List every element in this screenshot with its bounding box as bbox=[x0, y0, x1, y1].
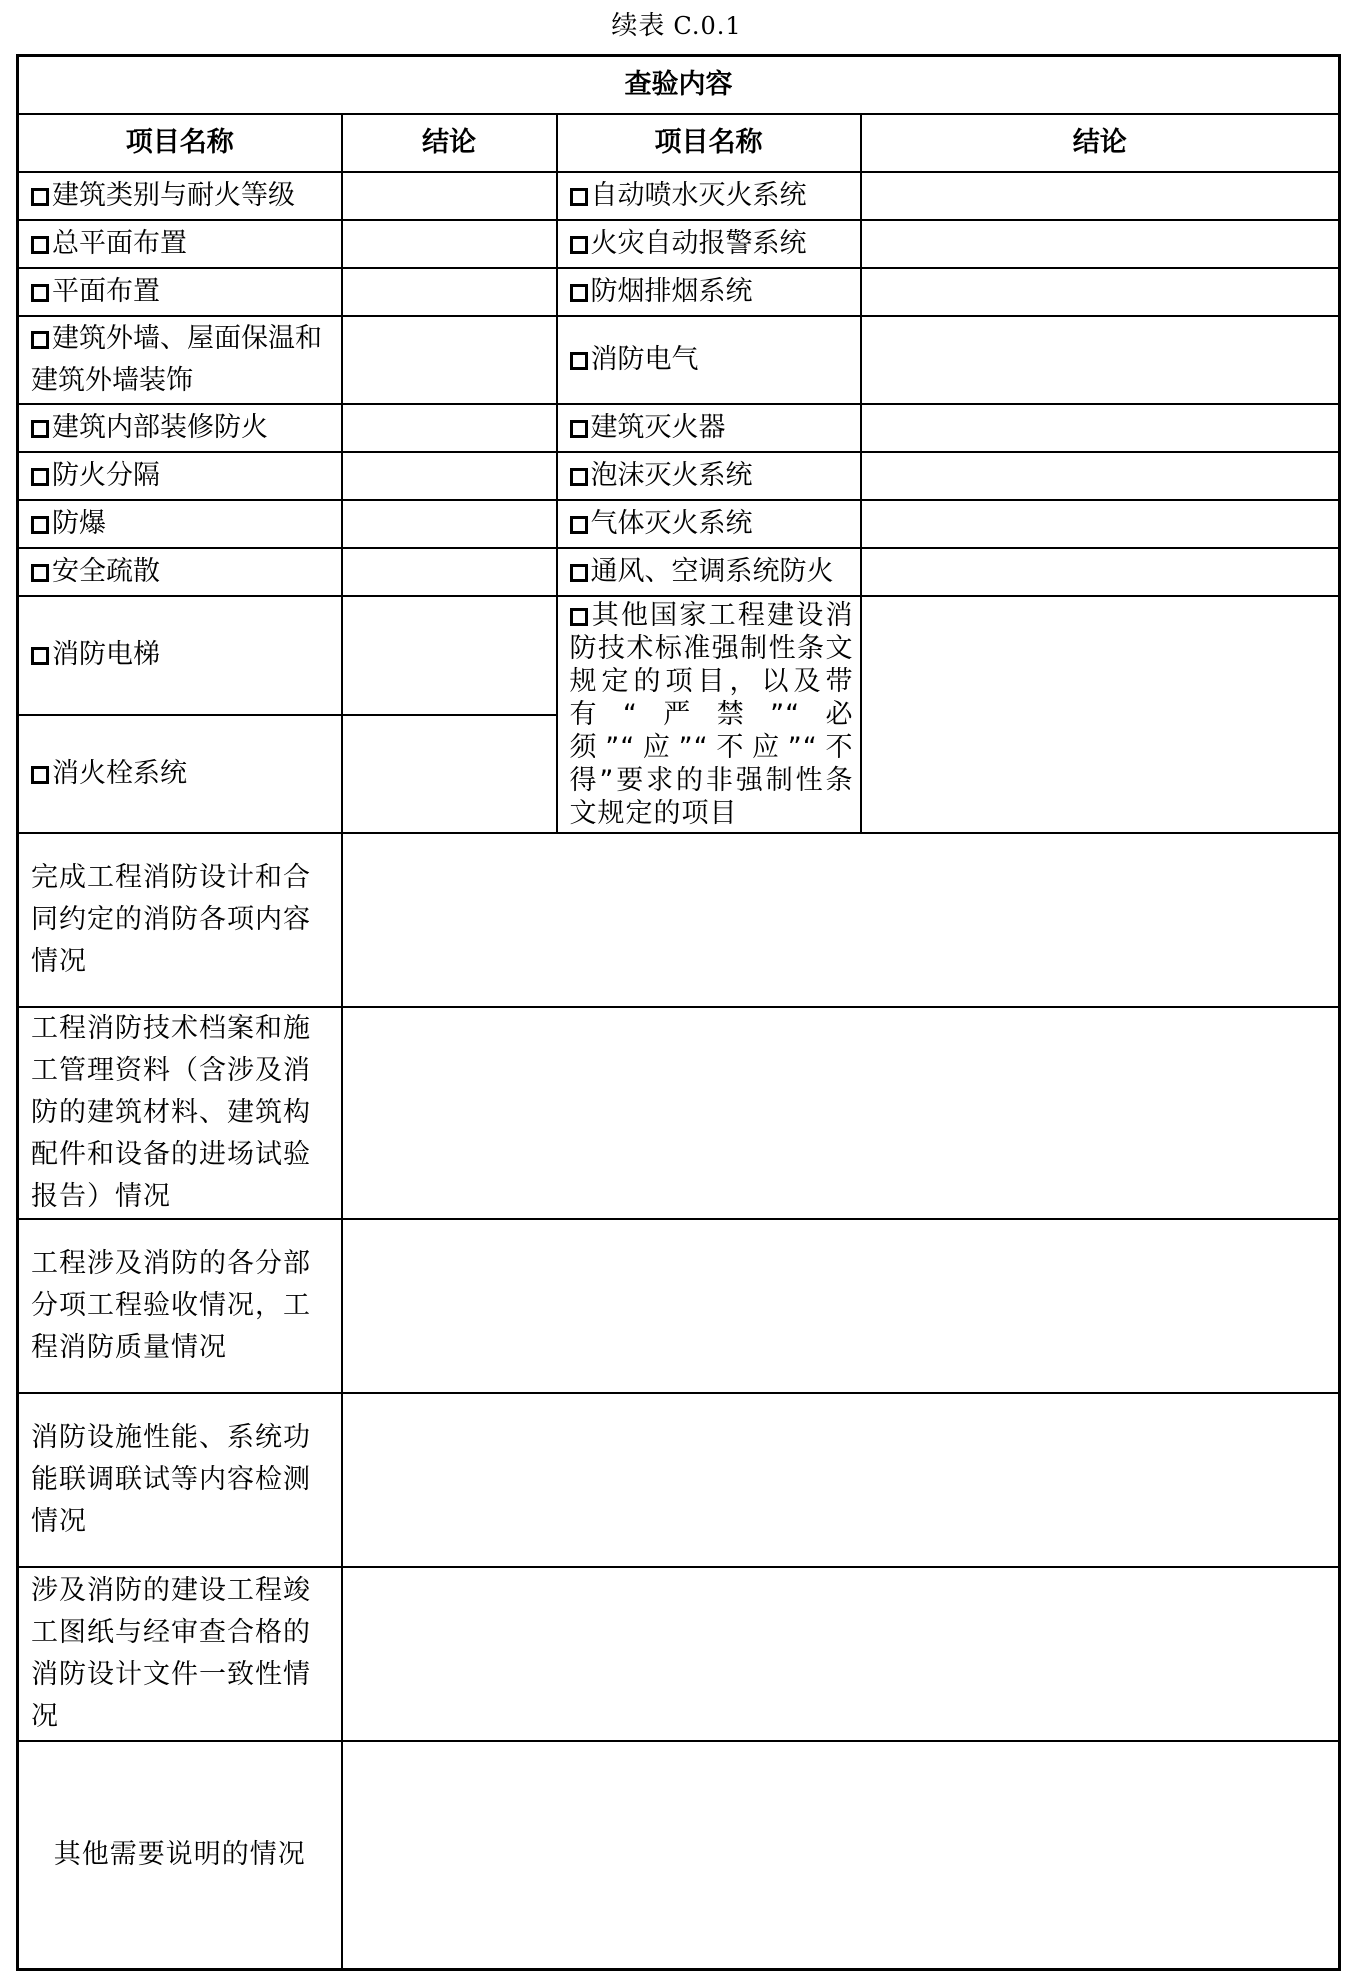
checkbox[interactable] bbox=[570, 284, 588, 302]
item-label: 建筑外墙、屋面保温和建筑外墙装饰 bbox=[31, 323, 322, 396]
conclusion-cell[interactable] bbox=[861, 548, 1340, 596]
col-header-right-item: 项目名称 bbox=[557, 114, 861, 172]
checkbox[interactable] bbox=[31, 420, 49, 438]
item-label: 建筑类别与耐火等级 bbox=[52, 180, 295, 211]
table-row bbox=[18, 172, 1340, 220]
description-label: 工程涉及消防的各分部分项工程验收情况，工程消防质量情况 bbox=[18, 1219, 342, 1393]
conclusion-cell[interactable] bbox=[342, 452, 557, 500]
checkbox[interactable] bbox=[31, 766, 49, 784]
item-label: 建筑内部装修防火 bbox=[52, 412, 268, 443]
page-title bbox=[0, 6, 1353, 46]
item-label: 防火分隔 bbox=[52, 460, 160, 491]
table-row bbox=[18, 1219, 1340, 1393]
checkbox[interactable] bbox=[31, 564, 49, 582]
checkbox[interactable] bbox=[31, 188, 49, 206]
checkbox[interactable] bbox=[570, 236, 588, 254]
description-value-cell[interactable] bbox=[342, 1219, 1340, 1393]
checkbox[interactable] bbox=[570, 608, 588, 626]
item-label: 其他国家工程建设消防技术标准强制性条文规定的项目，以及带有“严禁”“必须”“应”“不应”“不得”要求的非强制性条文规定的项目 bbox=[569, 600, 854, 829]
item-label: 自动喷水灭火系统 bbox=[590, 180, 807, 211]
item-cell bbox=[18, 452, 342, 500]
item-cell bbox=[18, 220, 342, 268]
item-cell bbox=[557, 316, 861, 404]
table-row bbox=[18, 220, 1340, 268]
checkbox[interactable] bbox=[570, 188, 588, 206]
item-label: 消火栓系统 bbox=[52, 757, 187, 789]
checkbox[interactable] bbox=[31, 647, 49, 665]
item-label: 平面布置 bbox=[52, 276, 160, 307]
table-row bbox=[18, 1741, 1340, 1969]
description-value-cell[interactable] bbox=[342, 833, 1340, 1007]
checkbox[interactable] bbox=[570, 420, 588, 438]
checkbox[interactable] bbox=[31, 236, 49, 254]
inspection-table bbox=[16, 54, 1341, 1971]
description-label: 涉及消防的建设工程竣工图纸与经审查合格的消防设计文件一致性情况 bbox=[18, 1567, 342, 1741]
checkbox[interactable] bbox=[31, 331, 49, 349]
item-label: 通风、空调系统防火 bbox=[590, 556, 834, 587]
item-cell bbox=[18, 548, 342, 596]
item-cell bbox=[557, 404, 861, 452]
checkbox[interactable] bbox=[570, 516, 588, 534]
item-cell bbox=[557, 268, 861, 316]
table-row bbox=[18, 316, 1340, 404]
item-label: 泡沫灭火系统 bbox=[590, 460, 753, 491]
item-cell bbox=[557, 500, 861, 548]
description-value-cell[interactable] bbox=[342, 1741, 1340, 1969]
item-label: 总平面布置 bbox=[52, 228, 187, 259]
table-row bbox=[18, 596, 1340, 715]
item-label: 气体灭火系统 bbox=[590, 508, 753, 539]
conclusion-cell[interactable] bbox=[342, 172, 557, 220]
item-cell bbox=[557, 220, 861, 268]
conclusion-cell[interactable] bbox=[342, 220, 557, 268]
conclusion-cell[interactable] bbox=[861, 316, 1340, 404]
item-label: 消防电气 bbox=[590, 344, 699, 375]
item-label: 防爆 bbox=[52, 508, 106, 539]
description-value-cell[interactable] bbox=[342, 1007, 1340, 1219]
item-cell bbox=[18, 715, 342, 834]
description-value-cell[interactable] bbox=[342, 1567, 1340, 1741]
conclusion-cell[interactable] bbox=[342, 548, 557, 596]
conclusion-cell[interactable] bbox=[342, 596, 557, 715]
conclusion-cell[interactable] bbox=[861, 404, 1340, 452]
table-row bbox=[18, 548, 1340, 596]
checkbox[interactable] bbox=[570, 352, 588, 370]
item-cell bbox=[557, 452, 861, 500]
item-label: 消防电梯 bbox=[52, 639, 160, 671]
conclusion-cell[interactable] bbox=[342, 404, 557, 452]
table-row bbox=[18, 833, 1340, 1007]
page-title-text: 续表 bbox=[611, 11, 666, 41]
conclusion-cell[interactable] bbox=[342, 715, 557, 834]
table-row bbox=[18, 404, 1340, 452]
item-cell bbox=[557, 172, 861, 220]
checkbox[interactable] bbox=[570, 564, 588, 582]
col-header-left-conclusion: 结论 bbox=[342, 114, 557, 172]
conclusion-cell[interactable] bbox=[342, 500, 557, 548]
table-row bbox=[18, 1567, 1340, 1741]
table-row bbox=[18, 268, 1340, 316]
description-value-cell[interactable] bbox=[342, 1393, 1340, 1567]
item-cell bbox=[18, 404, 342, 452]
description-label: 消防设施性能、系统功能联调联试等内容检测情况 bbox=[18, 1393, 342, 1567]
item-label: 建筑灭火器 bbox=[590, 412, 726, 443]
conclusion-cell[interactable] bbox=[861, 596, 1340, 833]
conclusion-cell[interactable] bbox=[861, 172, 1340, 220]
conclusion-cell[interactable] bbox=[861, 220, 1340, 268]
item-label: 安全疏散 bbox=[52, 556, 160, 587]
item-cell bbox=[557, 548, 861, 596]
col-header-left-item: 项目名称 bbox=[18, 114, 342, 172]
table-row bbox=[18, 1007, 1340, 1219]
description-label: 完成工程消防设计和合同约定的消防各项内容情况 bbox=[18, 833, 342, 1007]
conclusion-cell[interactable] bbox=[342, 316, 557, 404]
checkbox[interactable] bbox=[31, 516, 49, 534]
conclusion-cell[interactable] bbox=[861, 500, 1340, 548]
table-row bbox=[18, 1393, 1340, 1567]
item-cell bbox=[18, 596, 342, 715]
item-cell bbox=[557, 596, 861, 833]
col-header-right-conclusion: 结论 bbox=[861, 114, 1340, 172]
description-label: 工程消防技术档案和施工管理资料（含涉及消防的建筑材料、建筑构配件和设备的进场试验报告）情况 bbox=[18, 1007, 342, 1219]
table-row bbox=[18, 500, 1340, 548]
item-cell bbox=[18, 172, 342, 220]
table-number: C.0.1 bbox=[673, 12, 742, 40]
conclusion-cell[interactable] bbox=[861, 452, 1340, 500]
table-row bbox=[18, 452, 1340, 500]
description-label: 其他需要说明的情况 bbox=[18, 1741, 342, 1969]
checkbox[interactable] bbox=[31, 468, 49, 486]
conclusion-cell[interactable] bbox=[861, 268, 1340, 316]
checkbox[interactable] bbox=[31, 284, 49, 302]
item-cell bbox=[18, 316, 342, 404]
section-header: 查验内容 bbox=[18, 56, 1340, 115]
item-cell bbox=[18, 268, 342, 316]
item-label: 火灾自动报警系统 bbox=[590, 228, 807, 259]
item-cell bbox=[18, 500, 342, 548]
checkbox[interactable] bbox=[570, 468, 588, 486]
conclusion-cell[interactable] bbox=[342, 268, 557, 316]
item-label: 防烟排烟系统 bbox=[590, 276, 753, 307]
